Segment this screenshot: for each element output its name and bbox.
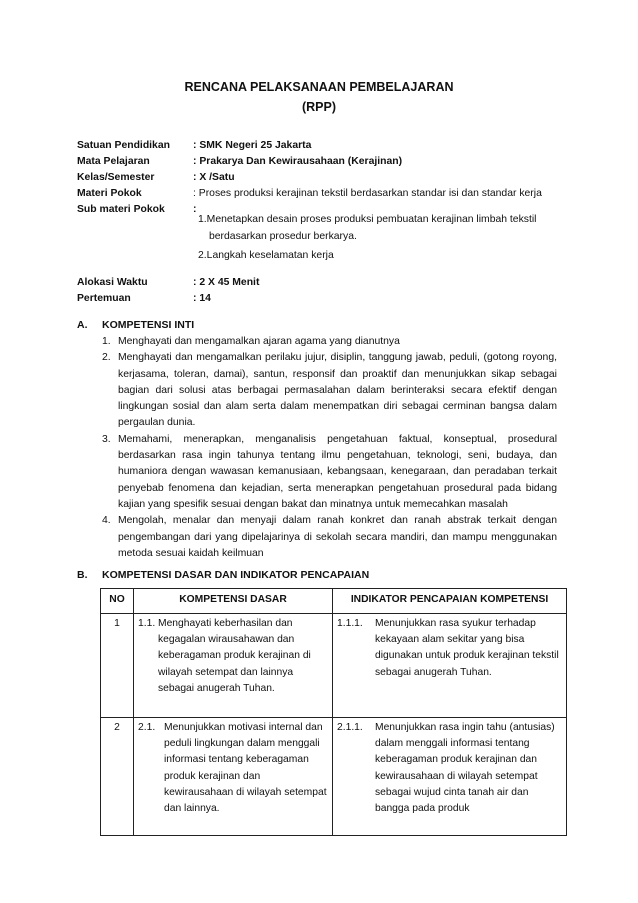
info-value: : Prakarya Dan Kewirausahaan (Kerajinan)	[193, 156, 403, 167]
sub-materi-item	[198, 248, 563, 265]
list-text: Mengolah, menalar dan menyaji dalam ranah konkret dan ranah abstrak terkait dengan pengembangan dari yang dipelajarinya di sekolah secara mandiri, dan mampu menggunakan metoda sesuai kaidah keilmuan	[118, 515, 557, 559]
info-label: Sub materi Pokok	[77, 204, 165, 215]
table-row	[101, 614, 567, 718]
row-kd	[134, 718, 333, 836]
list-num: 4.	[102, 515, 111, 527]
info-label: Alokasi Waktu	[77, 277, 148, 288]
info-value: : X /Satu	[193, 172, 235, 183]
sub-materi-cont: berdasarkan prosedur berkarya.	[209, 230, 357, 242]
ind-text: Menunjukkan rasa syukur terhadap kekayaan alam sekitar yang bisa digunakan untuk produk kerajinan tekstil sebagai anugerah Tuhan.	[375, 618, 559, 678]
info-value: : 14	[193, 293, 211, 304]
section-b-heading	[77, 569, 369, 581]
info-value: : SMK Negeri 25 Jakarta	[193, 140, 312, 151]
kd-indikator-table	[100, 588, 567, 836]
document-title: RENCANA PELAKSANAAN PEMBELAJARAN	[184, 80, 454, 94]
ind-num: 2.1.1.	[337, 722, 363, 733]
info-label: Pertemuan	[77, 293, 131, 304]
list-item	[102, 350, 557, 431]
section-letter: B.	[77, 569, 88, 581]
kompetensi-inti-list	[102, 334, 557, 562]
list-item	[102, 432, 557, 513]
list-item	[102, 334, 557, 350]
list-text: Memahami, menerapkan, menganalisis pengetahuan faktual, konseptual, prosedural berdasarkan rasa ingin tahunya tentang ilmu pengetahuan, teknologi, seni, budaya, dan humaniora dengan wawasan kemanusiaan, kebangsaan, kenegaraan, dan peradaban terkait penyebab fenomena dan kejadian, serta menerapkan pengetahuan prosedural pada bidang kajian yang spesifik sesuai dengan bakat dan minatnya untuk memecahkan masalah	[118, 433, 557, 510]
kd-text: Menghayati keberhasilan dan kegagalan wirausahawan dan keberagaman produk kerajinan di wilayah setempat dan lainnya sebagai anugerah Tuhan.	[158, 618, 311, 694]
list-num: 1.	[102, 336, 111, 347]
kd-num: 2.1.	[138, 722, 156, 733]
sub-materi-item	[198, 212, 563, 229]
sub-materi-list	[198, 212, 563, 265]
row-indikator	[333, 718, 567, 836]
info-value: :	[193, 204, 197, 215]
header-indikator: INDIKATOR PENCAPAIAN KOMPETENSI	[333, 589, 567, 614]
info-label: Mata Pelajaran	[77, 156, 150, 167]
list-item	[102, 513, 557, 562]
ind-text: Menunjukkan rasa ingin tahu (antusias) dalam menggali informasi tentang keberagaman produk kerajinan dan kewirausahaan di wilayah setempat sebagai wujud cinta tanah air dan bangga pada produk	[375, 722, 555, 815]
section-title: KOMPETENSI INTI	[102, 319, 195, 331]
list-text: Menghayati dan mengamalkan ajaran agama yang dianutnya	[118, 336, 400, 347]
list-num: 2.	[102, 352, 111, 364]
sub-materi-text: Menetapkan desain proses produksi pembuatan kerajinan limbah tekstil	[206, 214, 537, 225]
header-no: NO	[101, 589, 134, 614]
info-value: : Proses produksi kerajinan tekstil berdasarkan standar isi dan standar kerja	[193, 188, 542, 199]
row-indikator	[333, 614, 567, 718]
row-kd	[134, 614, 333, 718]
kd-text: Menunjukkan motivasi internal dan peduli lingkungan dalam menggali informasi tentang keberagaman produk kerajinan dan kewirausahaan di wilayah setempat dan lainnya.	[164, 722, 327, 815]
kd-num: 1.1.	[138, 618, 156, 629]
table-header-row	[101, 589, 567, 614]
section-a-heading	[77, 319, 194, 331]
row-no: 2	[101, 718, 134, 836]
info-label: Satuan Pendidikan	[77, 140, 170, 151]
header-kd: KOMPETENSI DASAR	[134, 589, 333, 614]
info-label: Materi Pokok	[77, 188, 142, 199]
row-no: 1	[101, 614, 134, 718]
ind-num: 1.1.1.	[337, 618, 363, 629]
list-text: Menghayati dan mengamalkan perilaku jujur, disiplin, tanggung jawab, peduli, (gotong royong, kerjasama, toleran, damai), santun, responsif dan proaktif dan menunjukkan sikap sebagai bagian dari solusi atas berbagai permasalahan dalam berinteraksi secara efektif dengan lingkungan sosial dan alam serta dalam menempatkan diri sebagai cerminan bangsa dalam pergaulan dunia.	[118, 352, 557, 429]
info-value: : 2 X 45 Menit	[193, 277, 260, 288]
list-num: 3.	[102, 433, 111, 445]
info-label: Kelas/Semester	[77, 172, 155, 183]
sub-materi-num: 1.	[198, 214, 207, 225]
document-subtitle: (RPP)	[301, 100, 337, 114]
sub-materi-num: 2.	[198, 250, 207, 261]
section-letter: A.	[77, 319, 88, 331]
section-title: KOMPETENSI DASAR DAN INDIKATOR PENCAPAIAN	[102, 569, 370, 581]
sub-materi-text: Langkah keselamatan kerja	[206, 250, 334, 261]
table-row	[101, 718, 567, 836]
